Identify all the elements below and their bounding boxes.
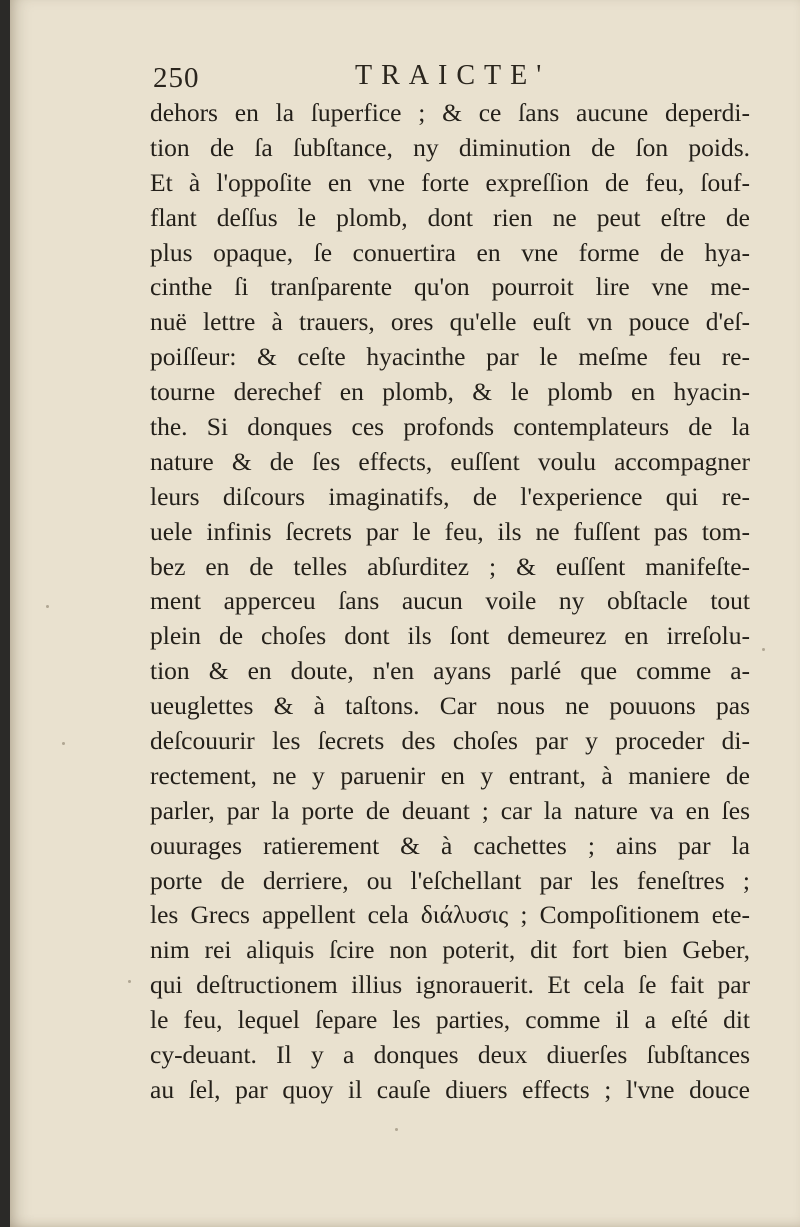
text-line: parler, par la porte de deuant ; car la nature va en ſes: [150, 795, 750, 825]
text-line: nature & de ſes effects, euſſent voulu accompagner: [150, 446, 750, 476]
book-page: [10, 0, 800, 1227]
text-line-latin: nim rei aliquis ſcire non poterit, dit fort bien Geber,: [150, 935, 750, 965]
text-line: Et à l'oppoſite en vne forte expreſſion de feu, ſouf-: [150, 167, 750, 197]
text-line: porte de derriere, ou l'eſchellant par les feneſtres ;: [150, 865, 750, 895]
text-line: au ſel, par quoy il cauſe diuers effects ; l'vne douce: [150, 1074, 750, 1104]
text-line: dehors en la ſuperfice ; & ce ſans aucune deperdi-: [150, 98, 750, 127]
text-line: uele infinis ſecrets par le feu, ils ne fuſſent pas tom-: [150, 516, 750, 546]
text-line: plein de choſes dont ils ſont demeurez en irreſolu-: [150, 621, 750, 651]
text-line: flant deſſus le plomb, dont rien ne peut eſtre de: [150, 202, 750, 232]
text-line: tion & en doute, n'en ayans parlé que comme a-: [150, 656, 750, 686]
text-line: bez en de telles abſurditez ; & euſſent manifeſte-: [150, 551, 750, 581]
paper-speck: [46, 605, 49, 608]
text-line-greek: les Grecs appellent cela διάλυσις ; Compoſitionem ete-: [150, 900, 750, 930]
running-title: TRAICTE': [355, 60, 551, 91]
paper-speck: [395, 1128, 398, 1131]
text-line: plus opaque, ſe conuertira en vne forme de hya-: [150, 237, 750, 267]
body-text: [150, 96, 750, 1108]
text-line: cy-deuant. Il y a donques deux diuerſes ſubſtances: [150, 1040, 750, 1070]
text-line: the. Si donques ces profonds contemplateurs de la: [150, 412, 750, 442]
paper-speck: [762, 648, 765, 651]
text-line: ment apperceu ſans aucun voile ny obſtacle tout: [150, 586, 750, 616]
text-line: deſcouurir les ſecrets des choſes par y proceder di-: [150, 726, 750, 756]
page-number: 250: [153, 62, 200, 94]
text-line: ueuglettes & à taſtons. Car nous ne pouuons pas: [150, 691, 750, 721]
page-header: [145, 60, 645, 100]
text-line: rectement, ne y paruenir en y entrant, à maniere de: [150, 760, 750, 790]
text-line: cinthe ſi tranſparente qu'on pourroit lire vne me-: [150, 272, 750, 302]
paper-speck: [128, 980, 131, 983]
text-line: ouurages ratierement & à cachettes ; ains par la: [150, 830, 750, 860]
text-line-latin: qui deſtructionem illius ignorauerit. Et cela ſe fait par: [150, 970, 750, 1000]
text-line: tourne derechef en plomb, & le plomb en hyacin-: [150, 377, 750, 407]
paper-speck: [62, 742, 65, 745]
text-line: leurs diſcours imaginatifs, de l'experience qui re-: [150, 481, 750, 511]
text-line: nuë lettre à trauers, ores qu'elle euſt vn pouce d'eſ-: [150, 307, 750, 337]
text-line: le feu, lequel ſepare les parties, comme il a eſté dit: [150, 1005, 750, 1035]
text-line: poiſſeur: & ceſte hyacinthe par le meſme feu re-: [150, 342, 750, 372]
text-line: tion de ſa ſubſtance, ny diminution de ſon poids.: [150, 132, 750, 162]
